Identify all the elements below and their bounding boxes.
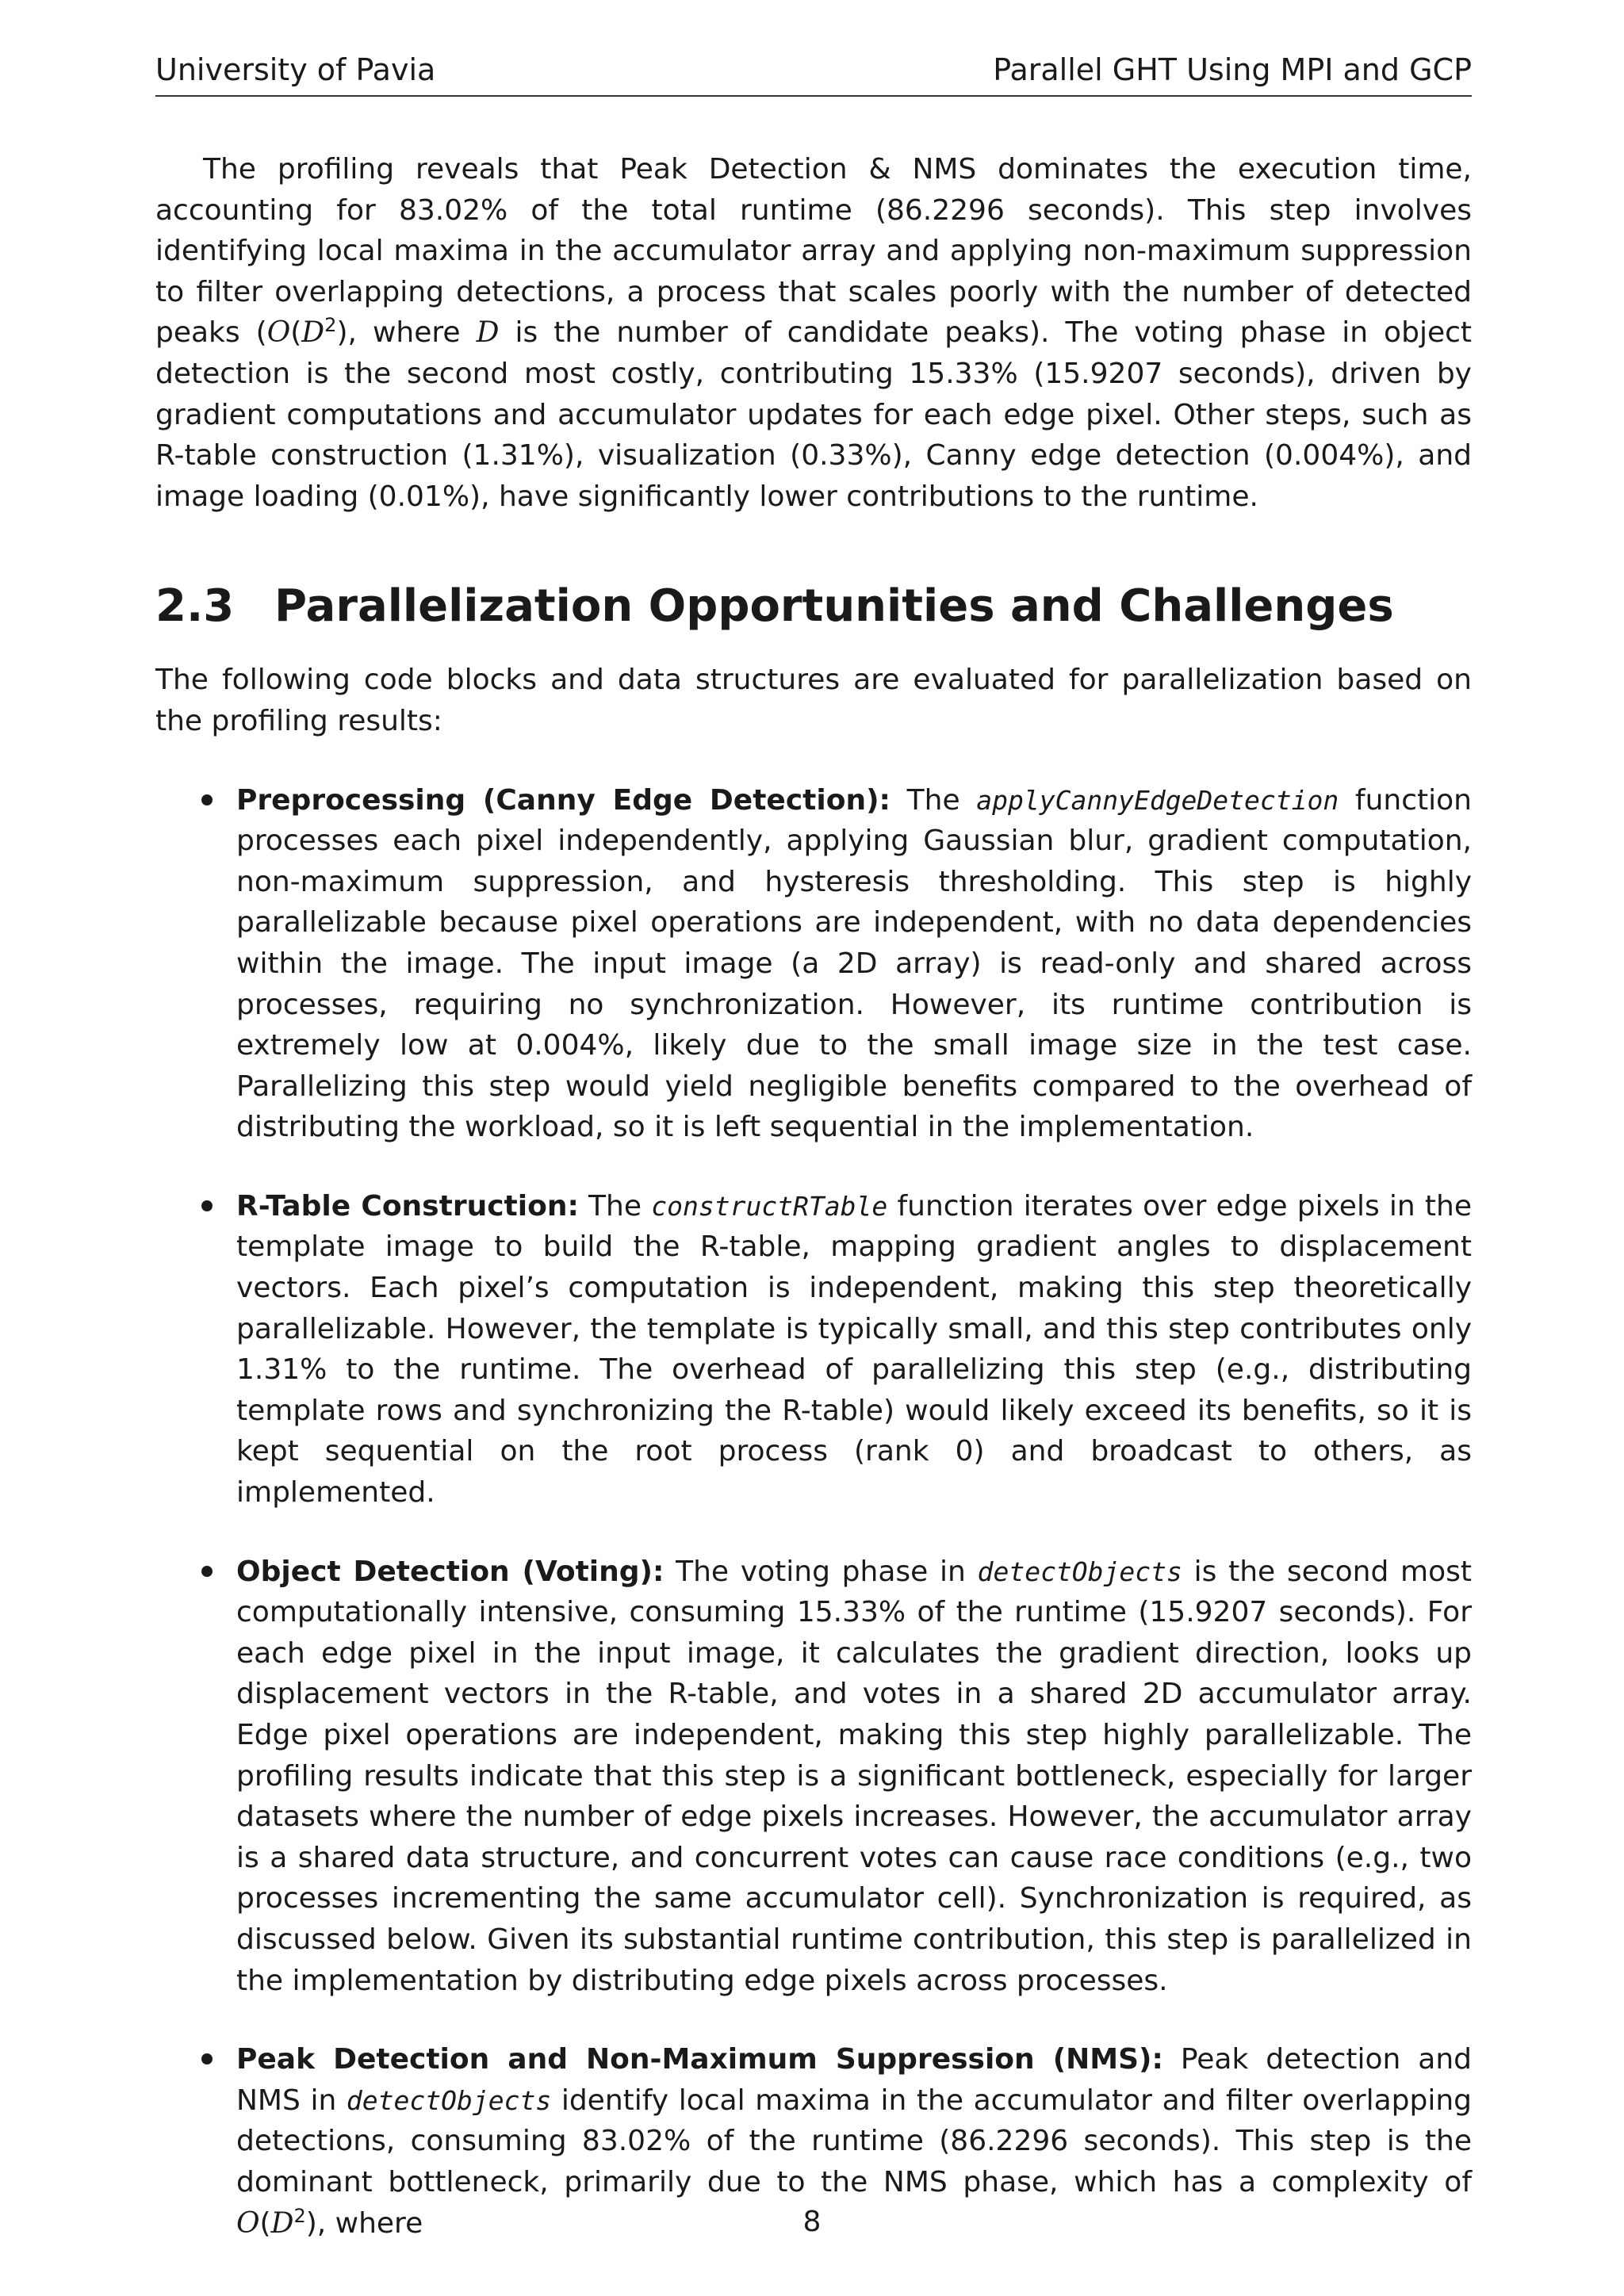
bullet-icon: [201, 794, 213, 806]
header-left: University of Pavia: [155, 52, 436, 87]
item-lead: Preprocessing (Canny Edge Detection):: [236, 783, 891, 817]
item-lead: R-Table Construction:: [236, 1189, 579, 1223]
code-identifier: constructRTable: [651, 1190, 888, 1222]
list-item: R-Table Construction: The constructRTable function iterates over edge pixels in the template image to build the R-table, mapping gradient angles to displacement vectors. Each pixel’s computation is independent, making this step theoretically parallelizable. However, the template is typically small, and this step contributes only 1.31% to the runtime. The overhead of parallelizing this step (e.g., distributing template rows and synchronizing the R-table) would likely exceed its benefits, so it is kept sequential on the root process (rank 0) and broadcast to others, as implemented.: [155, 1186, 1472, 1513]
item-lead: Peak Detection and Non-Maximum Suppression (NMS):: [236, 2043, 1163, 2076]
page-body: [155, 149, 1472, 2282]
running-header: [155, 49, 1472, 97]
bullet-icon: [201, 1200, 213, 1211]
code-identifier: detectObjects: [977, 1556, 1182, 1587]
list-item: Preprocessing (Canny Edge Detection): The applyCannyEdgeDetection function processes each pixel independently, applying Gaussian blur, gradient computation, non-maximum suppression, and hysteresis thresholding. This step is highly parallelizable because pixel operations are independent, with no data dependencies within the image. The input image (a 2D array) is read-only and shared across processes, requiring no synchronization. However, its runtime contribution is extremely low at 0.004%, likely due to the small image size in the test case. Parallelizing this step would yield negligible benefits compared to the overhead of distributing the workload, so it is left sequential in the implementation.: [155, 780, 1472, 1148]
math-O: O: [236, 2206, 260, 2240]
list-item: Peak Detection and Non-Maximum Suppression (NMS): Peak detection and NMS in detectObjects identify local maxima in the accumulator and filter overlapping detections, consuming 83.02% of the runtime (86.2296 seconds). This step is the dominant bottleneck, primarily due to the NMS phase, which has a complexity of $O(D^2)$, where: [155, 2039, 1472, 2244]
math-D: D: [476, 316, 500, 350]
math-O: O: [266, 316, 291, 350]
bullet-list: [155, 780, 1472, 2244]
header-right: Parallel GHT Using MPI and GCP: [993, 52, 1472, 87]
section-intro: The following code blocks and data structures are evaluated for parallelization based on the profiling results:: [155, 664, 1472, 737]
list-item: Object Detection (Voting): The voting phase in detectObjects is the second most computationally intensive, consuming 15.33% of the runtime (15.9207 seconds). For each edge pixel in the input image, it calculates the gradient direction, looks up displacement vectors in the R-table, and votes in a shared 2D accumulator array. Edge pixel operations are independent, making this step highly parallelizable. The profiling results indicate that this step is a significant bottleneck, especially for larger datasets where the number of edge pixels increases. However, the accumulator array is a shared data structure, and concurrent votes can cause race conditions (e.g., two processes incrementing the same accumulator cell). Synchronization is required, as discussed below. Given its substantial runtime contribution, this step is parallelized in the implementation by distributing edge pixels across processes.: [155, 1552, 1472, 2002]
item-lead: Object Detection (Voting):: [236, 1555, 665, 1588]
page-number: 8: [802, 2206, 822, 2238]
section-title: Parallelization Opportunities and Challenges: [274, 580, 1394, 633]
section-heading: [155, 579, 1472, 634]
bullet-icon: [201, 2053, 213, 2064]
code-identifier: detectObjects: [346, 2084, 552, 2116]
code-identifier: applyCannyEdgeDetection: [976, 784, 1339, 816]
math-D: D: [270, 2206, 294, 2240]
bullet-icon: [201, 1566, 213, 1577]
intro-paragraph: The profiling reveals that Peak Detection & NMS dominates the execution time, accounting for 83.02% of the total runtime (86.2296 seconds). This step involves identifying local maxima in the accumulator array and applying non-maximum suppression to filter overlapping detections, a process that scales poorly with the number of detected peaks ($O(D^2)$, where D is the number of candidate peaks). The voting phase in object detection is the second most costly, contributing 15.33% (15.9207 seconds), driven by gradient computations and accumulator updates for each edge pixel. Other steps, such as R-table construction (1.31%), visualization (0.33%), Canny edge detection (0.004%), and image loading (0.01%), have significantly lower contributions to the runtime.: [155, 153, 1472, 513]
section-number: 2.3: [155, 580, 235, 633]
math-D: D: [301, 316, 325, 350]
